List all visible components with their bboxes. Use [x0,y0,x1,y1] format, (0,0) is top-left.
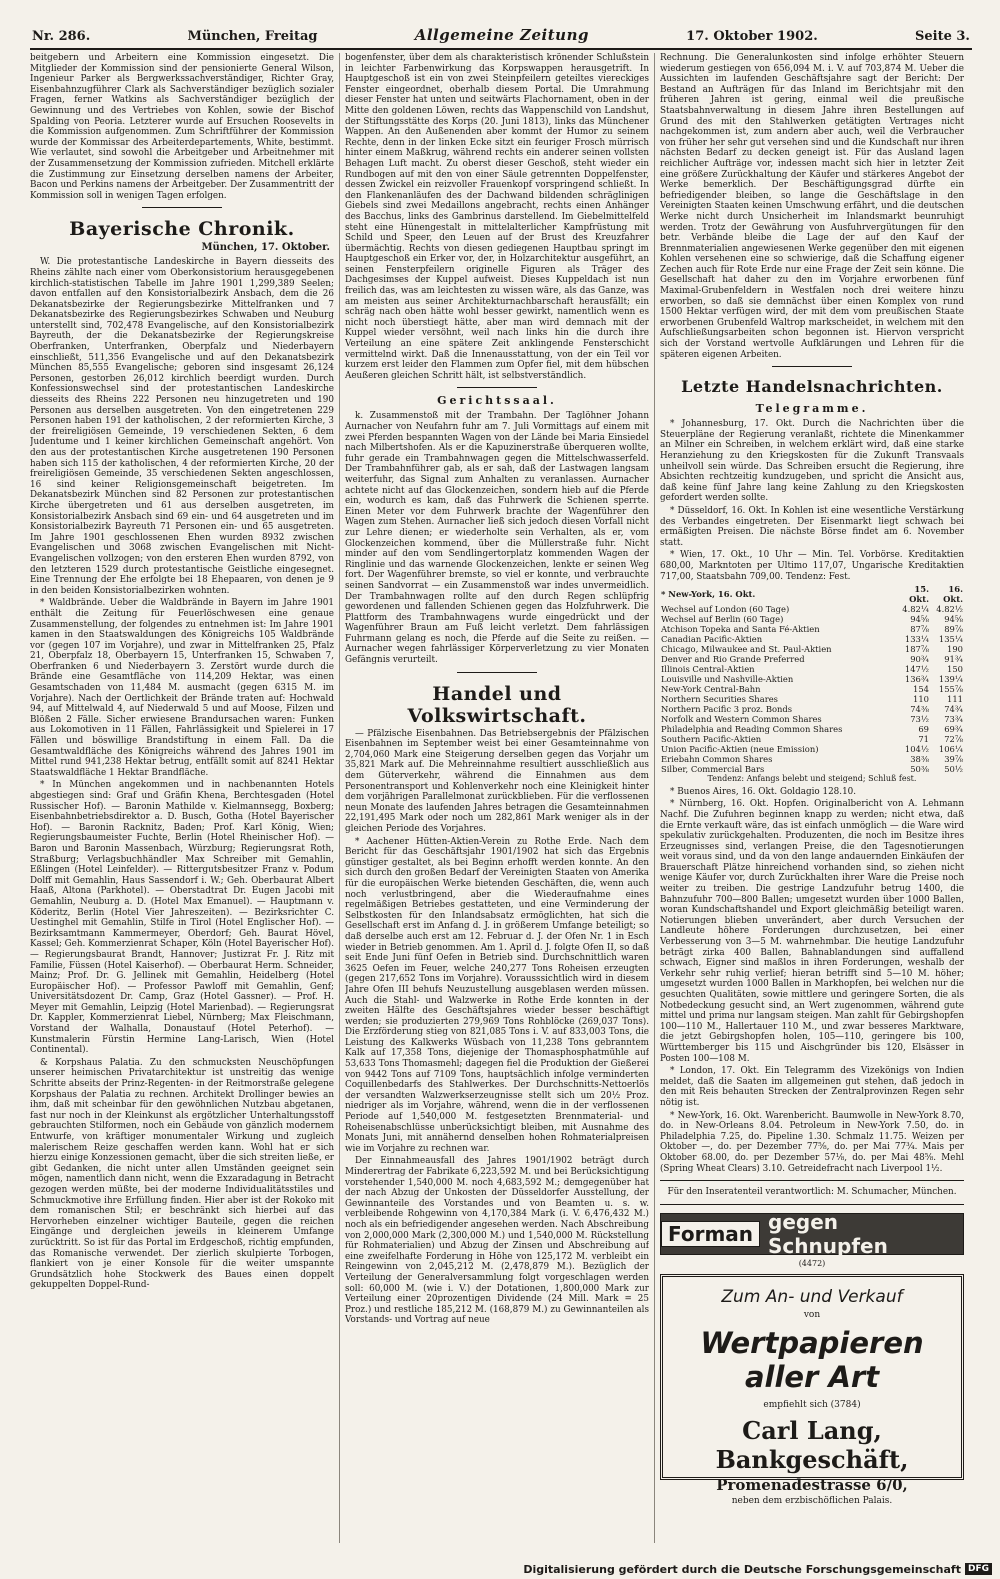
stock-row [660,704,964,714]
stock-value: 73½ [910,714,929,725]
stock-value: 133¼ [904,634,929,645]
divider [772,366,852,367]
article-korpshaus: & Korpshaus Palatia. Zu den schmucksten Neuschöpfungen unserer heimischen Privatarchitektur ist unstreitig das wenige Schritte abseits der Prinz-Regenten- in der Reitmorstraße gelegene Korpshaus der Palatia zu rechnen. Architekt Drollinger bewies an ihm, daß mit scheinbar für den gewöhnlichen Nutzbau abgetanen, fast nur noch in der Kleinkunst als ergötzlicher Unterhaltungsstoff gebrauchten Stilformen, noch ein Gebäude von gänzlich modernem Entwurfe, von kräftiger monumentaler Wirkung und zugleich malerischem Reize geschaffen werden kann. Wohl hat er sich hierzu einige Konzessionen gemacht, über die sich streiten ließe, er gibt Gedanken, die nicht unter allen Umständen geeignet sein mögen, namentlich dann nicht, wenn die Exzaradagung in Betracht gezogen werden müßte, bei der moderne Individualitätsstiles und Schmuckmotive ihre Erfüllung finden. Hier aber ist der Rokoko mit dem romanischen Stil; er beschränkt sich hierbei auf das Hervorheben einzelner wichtiger Bauteile, gegen die reichen Eingänge und dergleichen jeweils in kleinerem Umfange zurücktritt. So ist für das Portal im Erdgeschoß, richtig empfunden, das Romanische verwendet. Der zierlich skulpierte Torbogen, flankiert von je einer Konsole für die weiter umspannte Grundsätzlich hohe Stockwerk des Baues einen doppelt gekuppelten Doppel-Rund- [30,1057,334,1291]
stock-row [660,644,964,654]
column-3 [660,53,964,1543]
stock-header-date-2: 16. Okt. [943,584,963,605]
ad-line-3: Wertpapieren aller Art [700,1325,924,1394]
footer [0,1559,1000,1579]
telegram-duesseldorf: * Düsseldorf, 16. Okt. In Kohlen ist eine wesentliche Verstärkung des Verbandes eingetreten. Der Eisenmarkt liegt schwach bei ermäßigten Preisen. Die nächste Börse findet am 6. November statt. [660,505,964,548]
ad-line-7: neben dem erzbischöflichen Palais. [731,1495,893,1506]
stock-value: 39⅞ [944,754,963,765]
stock-value: 94⅝ [910,614,929,625]
stock-name: Wechsel auf Berlin (60 Tage) [661,614,784,625]
article-landeskirche: W. Die protestantische Landeskirche in Bayern diesseits des Rheins zählte nach einer vom Oberkonsistorium herausgegebenen kirchlich-statistischen Tabelle im Jahre 1901 1,299,389 Seelen; davon entfallen auf den Konsistorialbezirk Ansbach, dem die 26 Dekanatsbezirke der Regierungsbezirke Mittelfranken und 7 Dekanatsbezirke des Regierungsbezirkes Schwaben und Neuburg unterstellt sind, 702,478 Evangelische, auf den Konsistorialbezirk Bayreuth, der die Dekanatsbezirke der Regierungskreise Oberfranken, Unterfranken, Oberpfalz und Niederbayern einschließt, 511,356 Evangelische und auf den Dekanatsbezirk München 85,555 Evangelische; geboren sind insgesamt 26,124 Personen, gestorben 26,012 kirchlich beerdigt wurden. Durch Konfessionswechsel sind der protestantischen Landeskirche diesseits des Rheins 222 Personen neu hinzugetreten und 190 Personen aus derselben ausgetreten. Von den eingetretenen 229 Personen haben 191 der katholischen, 2 der reformierten Kirche, 3 der freireligiösen Gemeinde, 19 verschiedenen Sekten, 6 dem Judentume und 1 keiner kirchlichen Gemeinschaft angehört. Von den aus der protestantischen Kirche ausgetretenen 190 Personen haben sich 115 der katholischen, 4 der reformierten Kirche, 20 der freireligiösen Gemeinde, 35 verschiedenen Sekten angeschlossen, 16 sind keiner Religionsgemeinschaft beigetreten. Im Dekanatsbezirk München sind 82 Personen zur protestantischen Kirche übergetreten und 61 aus derselben ausgetreten, im Konsistorialbezirk Ansbach sind 69 ein- und 64 ausgetreten und im Konsistorialbezirk Bayreuth 71 Personen ein- und 65 ausgetreten. Im Jahre 1901 geschlossenen Ehen wurden 8932 zwischen Evangelischen und 3068 zwischen Evangelischen mit Nicht-Evangelischen vollzogen; von den ersteren Ehen wurden 8792, von den letzteren 1529 durch protestantische Geistliche eingesegnet. Eine Trennung der Ehe erfolgte bei 18 Ehepaaren, von denen je 9 in den beiden Konsistorialbezirken wohnten. [30,257,334,596]
stock-value: 50⅜ [910,764,929,775]
place-date: München, Freitag [187,29,318,44]
stock-value: 111 [947,694,963,705]
ad-line-4: empfiehlt sich (3784) [763,1399,861,1410]
issue-date: 17. Oktober 1902. [686,29,818,44]
stock-name: Northern Pacific 3 proz. Bonds [661,704,793,715]
stock-row [660,614,964,624]
ad-number: (4472) [798,1258,826,1268]
dfg-logo-icon: DFG [965,1563,992,1575]
article-korpshaus-cont: bogenfenster, über dem als charakteristisch krönender Schlußstein in leichter Farbenwirkung das Korpswappen herausgetrift. In Hauptgeschoß ist ein von zwei Steinpfeilern geteiltes viereckiges Fenster eingeordnet, oberhalb diesem Portal. Die Umrahmung dieser Fenster hat unten und seitwärts Flachornament, oben in der Mitte den goldenen Löwen, rechts das Wappenschild von Landshut, der Stiftungsstätte des Korps (20. Juni 1813), links das Münchener Wappen. An den Außenenden aber kommt der Humor zu seinem Rechte, denn in der linken Ecke sitzt ein feuriger Frosch mürrisch hinter einem Maßkrug, während rechts ein anderer seinen vollsten Behagen Luft macht. Zu oberst dieser Geschoß, steht wieder ein Rundbogen auf mit den von einer Säule getrennten Doppelfenster, dessen Zwickel ein reizvoller Frauenkopf vorspringend schließt. In den Flankenanläufen des der Dachwand bildenden schräglinigen Giebels sind zwei Medaillons angebracht, rechts einen Anhänger des Bacchus, links des Gambrinus darstellend. Im Giebelmittelfeld steht eine Hünengestalt in mittelalterlicher Kampfrüstung mit Schild und Speer, den Leuen auf der Brust des Kreuzfahrer übermächtig. Rechts von diesen gediegenen Hauptbau springt im Hauptgeschoß ein Erker vor, der, in Holzarchitektur ausgeführt, an seinen Fensterpfeilern originelle Figuren als Träger des Dachgesimses der Kuppel aufweist. Dieses Kuppeldach ist nun freilich das, was am leichtesten zu wissen wäre, als das Ganze, was am meisten aus seiner Architekturnachbarschaft herausfällt; ein schräg nach oben hätte wohl besser gewirkt, namentlich wenn es nicht noch überstiegt hätte, aber man wird demnach mit der Kuppel wieder versöhnt, weil nach links hin die durch ihre Verteilung an eine spätere Zeit anklingende Fensterschicht vermittelnd wirkt. Daß die Innenausstattung, von der ein Teil vor kurzem erst leider den Flammen zum Opfer fiel, mit dem hübschen Aeußeren gleichen Schritt hält, ist selbstverständlich. [345,53,649,381]
stock-table [660,584,964,774]
stock-row [660,764,964,774]
stock-value: 73¾ [944,714,963,725]
stock-value: 104½ [904,744,929,755]
stock-header-label: * New-York, 16. Okt. [661,589,756,600]
ad-forman-text: gegen Schnupfen [768,1209,888,1258]
divider [457,387,537,388]
stock-name: Louisville und Nashville-Aktien [661,674,794,685]
columns [30,53,972,1543]
stock-header-date-1: 15. Okt. [909,584,929,605]
divider [142,207,222,208]
section-title-bayerische-chronik: Bayerische Chronik. [69,218,295,241]
newspaper-title: Allgemeine Zeitung [414,26,589,44]
stock-name: Silber, Commercial Bars [661,764,765,775]
section-title-handelsnachrichten: Letzte Handelsnachrichten. [681,377,943,397]
stock-value: 74⅜ [910,704,929,715]
stock-row [660,694,964,704]
stock-value: 139¼ [938,674,963,685]
stock-row [660,604,964,614]
masthead [30,22,972,50]
column-2 [345,53,649,1543]
stock-value: 71 [918,734,929,745]
stock-row [660,654,964,664]
section-title-handel: Handel und Volkswirtschaft. [407,682,587,727]
stock-value: 69¾ [944,724,963,735]
article-aachener-huetten: * Aachener Hütten-Aktien-Verein zu Rothe Erde. Nach dem Bericht für das Geschäftsjahr 1901/1902 hat sich das Ergebnis günstiger gestaltet, als bei Beginn erhofft werden konnte. An den sich durch den großen Bedarf der Vereinigten Staaten von Amerika für die europäischen Werke bietenden Geschäften, die, wenn auch noch verlustbringend, aber die Wiederaufnahme eines regelmäßigen Betriebes gestatteten, und eine Verminderung der Selbstkosten für den Inlandsabsatz ermöglichten, hat sich die Gesellschaft erst im Anfang d. J. in größerem Umfange beteiligt; so daß derselbe auch erst am 12. Februar d. J. der Ofen Nr. 1 in Esch wieder in Betrieb genommen. Am 1. April d. J. folgte Ofen II, so daß seit Ende Juni fünf Oefen in Betrieb sind. Durchschnittlich waren 3625 Oefen im Feuer, welche 240,277 Tons Roheisen erzeugten (gegen 217,652 Tons im Vorjahre). Vorausssichtlich wird in diesem Jahre Ofen III behufs Neuzustellung ausgeblasen werden müssen. Auch die Stahl- und Walzwerke in Rothe Erde konnten in der zweiten Hälfte des Geschäftsjahres wieder besser beschäftigt werden; sie produzierten 279,969 Tons Rohblöcke (269,037 Tons). Die Erzförderung stieg von 821,085 Tons i. V. auf 833,003 Tons, die Leistung des Kalkwerks Wüsbach von 11,238 Tons gebranntem Kalk auf 17,358 Tons, diejenige der Thomasphosphatmühle auf 53,633 Tons Thomasmehl; dagegen fiel die Produktion der Gießerei von 9442 Tons auf 7109 Tons, hauptsächlich infolge verminderten Coquillenbedarfs des Stahlwerkes. Der Durchschnitts-Nettoerlös der versandten Walzwerkserzeugnisse stellt sich um 20½ Proz. niedriger als im Vorjahre, während, wenn die in der verflossenen Periode auf 1,540,000 M. festgesetzten Brennmaterial- und Roheisenabschlüsse unberücksichtigt bleiben, mit Ausnahme des Monats Juni, mit annähernd denselben hohen Rohmaterialpreisen wie im Vorjahre zu rechnen war. [345,836,649,1154]
stock-name: Northern Securities Shares [661,694,778,705]
imprint: Für den Inseratenteil verantwortlich: M. Schumacher, München. [667,1187,957,1198]
article-einnahmeausfall: Der Einnahmeausfall des Jahres 1901/1902 beträgt durch Minderertrag der Fabrikate 6,223,592 M. und bei Berücksichtigung vorstehender 1,540,000 M. noch 4,683,592 M.; demgegenüber hat der nach Abzug der Unkosten der Düsseldorfer Ausstellung, der Gewinnanteile des Vorstandes und von Beamten u. s. w. verbleibende Rohgewinn von 4,170,384 Mark (i. V. 6,476,432 M.) noch als ein befriedigender angesehen werden. Nach Abschreibung von 2,000,000 Mark (2,300,000 M.) und 1,540,000 M. Rückstellung für Rohmaterialien) und Abzug der Zinsen und Abschreibung auf eine zweifelhafte Forderung in Höhe von 125,172 M. verbleibt ein Reingewinn von 2,045,212 M. (2,478,879 M.). Bezüglich der Verteilung der Generalversammlung folgt vorgeschlagen werden soll: 60,000 M. (wie i. V.) der Dotationen, 1,800,000 Mark zur Verteilung einer 20prozentigen Dividende (24 Mill. Mark = 25 Proz.) und restliche 185,212 M. (168,879 M.) zu Gewinnanteilen als Vorstands- und Vortrag auf neue [345,1156,649,1326]
stock-row [660,754,964,764]
divider [457,672,537,673]
stock-value: 136¾ [904,674,929,685]
article-trambahn: k. Zusammenstoß mit der Trambahn. Der Taglöhner Johann Aurnacher von Neufahrn fuhr am 7. Juli Vormittags auf einem mit zwei Pferden bespannten Wagen von der Lände bei Maria Einsiedel nach Milbertshofen. Als er die Kapuzinerstraße überqueren wollte, fuhr gerade ein Trambahnwagen gegen die Mittelschwasserfeld. Der Trambahnführer gab, als er sah, daß der Lastwagen langsam weiterfuhr, das Signal zum Anhalten zu veranlassen. Aurnacher achtete nicht auf das Glockenzeichen, sondern hieb auf die Pferde ein, wodurch es kam, daß das Fuhrwerk die Schienen sperrte. Einen Meter vor dem Fuhrwerk brachte der Wagenführer den Wagen zum Stehen. Aurnacher ließ sich jedoch diesen Vorfall nicht zur Lehre dienen; er wiederholte sein Verhalten, als er, vom Glockenzeichen kommend, über die Müllerstraße fuhr. Nicht minder auf den vom Sendlingertorplatz kommenden Wagen der Ringlinie und das warnende Glockenzeichen, lenkte er seinen Weg fort. Der Wagenführer bremste, so viel er konnte, und verbrauchte seinen Sandvorrat — ein Zusammenstoß war indes unvermeidlich. Der Trambahnwagen rollte auf den durch Regen schlüpfrig gewordenen und fallenden Schienen gegen das Holzfuhrwerk. Die Plattform des Trambahnwagens wurde eingedrückt und der Wagenführer Braun am Fuß leicht verletzt. Dem fahrlässigen Fuhrmann gelang es noch, die Pferde auf die Seite zu reißen. — Aurnacher wegen fahrlässiger Körperverletzung zu vier Monaten Gefängnis verurteilt. [345,411,649,666]
stock-row [660,714,964,724]
stock-value: 74¾ [944,704,963,715]
stock-value: 190 [947,644,963,655]
telegram-nuernberg: * Nürnberg, 16. Okt. Hopfen. Originalbericht von A. Lehmann Nachf. Die Zufuhren beginnen knapp zu werden; nicht etwa, daß die Ernte verkauft wäre, das ist einfach unmöglich — die Ware wird spekulativ zurückgehalten. Produzenten, die noch im Besitze ihres Erzeugnisses sind, verlangen Preise, die den Tagesnotierungen weit voraus sind, und da von den lange andauernden Einkäufen der Brauerschaft Plätze hinreichend vorhanden sind, so ziehen nicht wenige Käufer vor, durch Zurückhalten ihrer Ware die Preise noch weiter zu treiben. Die gestrige Landzufuhr betrug 1400, die Bahnzufuhr 700—800 Ballen; umgesetzt wurden über 1000 Ballen, woran Kundschaftshandel und Export gleichmäßig beteiligt waren. Notierungen blieben unverändert, aber durch Versuchen der Landleute höhere Forderungen durchzusetzen, bei einer Verbesserung von 3—5 M. wahrnehmbar. Die heutige Landzufuhr beträgt zirka 400 Ballen, Bahnablandungen sind auffallend schwach, Eigner sind maßlos in ihren Forderungen, weshalb der Verkehr sehr ruhig verlief; hieran betrifft sind 5—10 M. höher; umgesetzt wurden 1000 Ballen in Markhopfen, bei welchen nur die gesuchten Qualitäten, sowie mittlere und geringere Sorten, die als Notbedeckung gesucht sind, an Wert zugenommen, während gute mittel und prima nur langsam steigen. Man zahlt für Gebirgshopfen 100—110 M., Hallertauer 110 M., und zwar besseres Marktware, die jetzt Gebirgshopfen holen, 105—110, geringere bis 100, Württemberger bis 115 und Aischgründer bis 120, Elsässer in Posten 100—108 M. [660,799,964,1064]
stock-name: New-York Central-Bahn [661,684,761,695]
stock-value: 94⅝ [944,614,963,625]
stock-row [660,664,964,674]
divider [660,1204,964,1205]
stock-name: Union Pacific-Aktien (neue Emission) [661,744,819,755]
stock-value: 91¾ [944,654,963,665]
stock-value: 187⅞ [904,644,929,655]
article-waldbraende: * Waldbrände. Ueber die Waldbrände in Bayern im Jahre 1901 enthält die Zeitung für Feuerlöschwesen eine genaue Zusammenstellung, der folgendes zu entnehmen ist: Im Jahre 1901 kamen in den Staatswaldungen des Königreichs 105 Waldbrände vor (gegen 107 im Vorjahre), und zwar in Mittelfranken 25, Pfalz 21, Oberpfalz 18, Oberbayern 15, Unterfranken 15, Schwaben 7, Oberfranken 6 und Niederbayern 3. Zerstört wurde durch die Brände eine Gesamtfläche von 114,209 Hektar, was einen Gesamtschaden von 11,484 M. ausmacht (gegen 6315 M. im Vorjahre). Nach der Oertlichkeit der Brände traten auf: Hochwald 94, auf Mittelwald 4, auf Niederwald 5 und auf Moose, Filzen und Blößen 2 Fälle. Sicher erwiesene Brandursachen waren: Funken aus Lokomotiven in 11 Fällen, Fahrlässigkeit und Spielerei in 17 Fällen und böswillige Brandstiftung in einem Fall. Da die Gesamtwaldfläche des Königreichs während des Jahres 1901 im Mittel rund 941,238 Hektar betrug, entfällt somit auf 8241 Hektar Staatswaldfläche 1 Hektar Brandfläche. [30,598,334,778]
stock-name: Eriebahn Common Shares [661,754,773,765]
dateline: München, 17. Oktober. [201,242,330,254]
telegram-buenos-aires: * Buenos Aires, 16. Okt. Goldagio 128.10. [670,786,857,797]
stock-value: 106¼ [938,744,963,755]
page-number: Seite 3. [914,29,970,44]
issue-number: Nr. 286. [32,29,91,44]
ad-line-2: von [803,1309,821,1320]
stock-name: Atchison Topeka and Santa Fé-Aktien [661,624,820,635]
stock-value: 4.82½ [936,604,963,615]
stock-name: Philadelphia and Reading Common Shares [661,724,843,735]
stock-name: Chicago, Milwaukee and St. Paul-Aktien [661,644,832,655]
stock-value: 110 [913,694,929,705]
stock-name: Southern Pacific-Aktien [661,734,762,745]
stock-row [660,734,964,744]
telegram-johannesburg: * Johannesburg, 17. Okt. Durch die Nachrichten über die Steuerpläne der Regierung veranlaßt, richtete die Minenkammer an Milner ein Schreiben, in welchem erklärt wird, daß eine starke Heranziehung zu den Kriegskosten für die Zukunft Transvaals unheilvoll sein würde. Das Schreiben ersucht die Regierung, ihre Absichten rechtzeitig kundzugeben, und spricht die Ansicht aus, daß keine fünf Jahre lang keine Zahlung zu den Kriegskosten gefordert werden sollte. [660,419,964,504]
stock-value: 38⅜ [910,754,929,765]
section-subtitle-telegramme: Telegramme. [755,402,869,416]
ad-line-6: Promenadestrasse 6/0, [716,1475,908,1494]
article-commission: beitgebern und Arbeitern eine Kommission eingesetzt. Die Mitglieder der Kommission sind der pensionierte General Wilson, Ingenieur Parker als Bergwerkssachverständiger, Richter Gray, Eisenbahnzugführer Clark als Sachverständiger bezüglich sozialer Fragen, ferner Watkins als Sachverständiger bezüglich der Gewinnung und des Vertriebes von Kohlen, sowie der Bischof Spalding von Peoria. Letzterer wurde auf Ersuchen Roosevelts in die Kommission aufgenommen. Zum Schriftführer der Kommission wurde der Kommissar des Arbeiterdepartements, White, bestimmt. Wie verlautet, sind sowohl die Arbeitgeber und Arbeitnehmer mit der Zusammensetzung der Kommission zufrieden. Mitchell erklärte die Zustimmung zur Einsetzung derselben namens der Arbeiter, Bacon und Perkins namens der Arbeitgeber. Der Zusammentritt der Kommission soll in wenigen Tagen erfolgen. [30,53,334,201]
stock-value: 147½ [904,664,929,675]
stock-row [660,684,964,694]
stock-value: 135¼ [938,634,963,645]
stock-name: Illinois Central-Aktien [661,664,755,675]
stock-row [660,674,964,684]
column-1 [30,53,334,1543]
newspaper-page [30,22,972,1543]
stock-name: Norfolk and Western Common Shares [661,714,822,725]
stock-value: 69 [918,724,929,735]
advertisement-carl-lang [660,1274,964,1506]
advertisement-forman [660,1209,964,1258]
article-rechnung: Rechnung. Die Generalunkosten sind infolge erhöhter Steuern wiederum gestiegen von 656,094 M. i. V. auf 703,874 M. Ueber die Aussichten im laufenden Geschäftsjahre sagt der Bericht: Der Bestand an Aufträgen für das Inland im Berichtsjahr mit den früheren Jahren ist gering, einmal weil die preußische Staatsbahnverwaltung in diesem Jahre ihren Bestellungen auf Grund des mit den Stahlwerken getätigten Vertrages nicht nachgekommen ist, zum andern aber auch, weil die Verbraucher von früher her sehr gut versehen sind und die Kundschaft nur ihren nächsten Bedarf zu decken geneigt ist. Für das Ausland lagen reichlicher Aufträge vor, indessen macht sich hier in letzter Zeit eine größere Zurückhaltung der Käufer und stärkeres Angebot der Werke bemerklich. Der Beschäftigungsgrad dürfte ein befriedigender bleiben, so lange die Geschäftslage in den Vereinigten Staaten keinen Umschwung erfährt, und die deutschen Werke nicht durch Unsicherheit im Inlandsmarkt beunruhigt werden. Trotz der Gewährung von Ausfuhrvergütungen für den betr. Verbände bleibe die Lage der auf den Kauf der Brennmaterialien angewiesenen Werke gegenüber den mit eigenen Kohlen versehenen eine so schwierige, daß die Schaffung eigener Zechen auch für Rote Erde nur eine Frage der Zeit sein könne. Die Gesellschaft hat daher zu den im Vorjahre erworbenen fünf Maximal-Grubenfeldern in Westfalen noch drei weitere hinzu erworben, so daß sie demnächst über einen Komplex von rund 1500 Hektar verfügen wird, der mit dem vom preußischen Staate erworbenen Grubenfeld Waltrop markscheidet, in welchem mit den Aufschließungsarbeiten schon begonnen ist. Hiervon verspricht sich der Vorstand wertvolle Aufklärungen und Lehren für die späteren eigenen Arbeiten. [660,53,964,360]
stock-value: 50½ [944,764,963,775]
stock-value: 150 [947,664,963,675]
article-angekommen: * In München angekommen und in nachbenannten Hotels abgestiegen sind: Graf und Gräfin Khena, Berchtesgaden (Hotel Russischer Hof). — Baronin Mathilde v. Kielmannsegg, Boxberg; Eisenbahnbetriebsdirektor a. D. Busch, Gotha (Hotel Bayerischer Hof). — Baronin Racknitz, Baden; Prof. Karl König, Wien; Regierungsbaumeister Fuchte, Berlin (Hotel Rheinischer Hof). — Baron und Baronin Massenbach, Würzburg; Regierungsrat Roth, Straßburg; Verlagsbuchhändler Max Schreiber mit Gemahlin, Eßlingen (Hotel Leinfelder). — Rittergutsbesitzer Franz v. Podum Dolff mit Gemahlin, Haus Sassendorf i. W.; Geh. Oberbaurat Albert Haaß, Altona (Parkhotel). — Oberstadtrat Dr. Eugen Jacobi mit Gemahlin, Neuburg a. D. (Hotel Max Emanuel). — Hauptmann v. Köderitz, Berlin (Hotel Vier Jahreszeiten). — Bezirksrichter C. Uestinghel mit Gemahlin, Stilfe in Tirol (Hotel Englischer Hof). — Bezirksamtmann Kammermeyer, Oberdorf; Geh. Baurat Hövel, Kassel; Geh. Kommerzienrat Schaper, Köln (Hotel Bayerischer Hof). — Regierungsbaurat Brandt, Hannover; Justizrat Fr. J. Ritz mit Familie, Füssen (Hotel Kaiserhof). — Oberbaurat Herm. Schneider, Mainz; Prof. Dr. G. Jellinek mit Gemahlin, Heidelberg (Hotel Europäischer Hof). — Professor Pawloff mit Gemahlin, Genf; Universitätsdozent Dr. Camp, Graz (Hotel Gassner). — Prof. H. Meyer mit Gemahlin, Leipzig (Hotel Marienbad). — Regierungsrat Dr. Kappler, Kommerzienrat Liebel, Nürnberg; Max Fleischmann, Vorstand der Walhalla, Donaustauf (Hotel Peterhof). — Kunstmalerin Fürstin Hermine Lang-Larisch, Wien (Hotel Continental). [30,780,334,1056]
stock-value: 87⅞ [910,624,929,635]
telegram-wien: * Wien, 17. Okt., 10 Uhr — Min. Tel. Vorbörse. Kreditaktien 680,00, Markntoten per Ultimo 117,07, Ungarische Kreditaktien 717,00, Staatsbahn 709,00. Tendenz: Fest. [660,550,964,582]
footer-credit: Digitalisierung gefördert durch die Deutsche Forschungsgemeinschaft [523,1562,961,1576]
stock-value: 72⅞ [944,734,963,745]
stock-table-header [660,584,964,604]
article-pfaelzische-eisenbahnen: — Pfälzische Eisenbahnen. Das Betriebsergebnis der Pfälzischen Eisenbahnen im September weist bei einer Gesamteinnahme von 2,704,060 Mark eine Steigerung derselben gegen das Vorjahr um 35,821 Mark auf. Die Mehreinnahme resultiert ausschließlich aus dem Güterverkehr, während die Einnahmen aus dem Personentransport und Kohlenverkehr noch eine Kleinigkeit hinter dem vorjährigen Parallelmonat zurückblieben. Für die verflossenen neun Monate des laufenden Jahres betragen die Gesamteinnahmen 22,191,495 Mark oder noch um 282,861 Mark weniger als in der gleichen Periode des Vorjahres. [345,728,649,834]
stock-row [660,624,964,634]
stock-row [660,634,964,644]
stock-row [660,724,964,734]
stock-value: 90¾ [910,654,929,665]
ad-forman-brand: Forman [661,1221,760,1247]
stock-value: 155⅞ [938,684,963,695]
ad-line-1: Zum An- und Verkauf [721,1286,903,1307]
telegram-london: * London, 17. Okt. Ein Telegramm des Vizekönigs von Indien meldet, daß die Saaten im allgemeinen gut stehen, daß jedoch in den mit Reis behauten Strecken der Zentralprovinzen Regen sehr nötig ist. [660,1066,964,1108]
ad-line-5: Carl Lang, Bankgeschäft, [715,1415,909,1474]
section-title-gerichtssaal: Gerichtssaal. [437,394,557,408]
stock-value: 154 [913,684,929,695]
stock-value: 4.82¼ [902,604,929,615]
stock-value: 89⅞ [944,624,963,635]
stock-tendency: Tendenz: Anfangs belebt und steigend; Schluß fest. [707,774,917,784]
stock-row [660,744,964,754]
stock-name: Denver and Rio Grande Preferred [661,654,805,665]
stock-name: Canadian Pacific-Aktien [661,634,763,645]
stock-name: Wechsel auf London (60 Tage) [661,604,790,615]
divider [660,1180,964,1181]
telegram-newyork-waren: * New-York, 16. Okt. Warenbericht. Baumwolle in New-York 8.70, do. in New-Orleans 8.04. Petroleum in New-York 7.50, do. in Philadelphia 7.25, do. Pipeline 1.30. Schmalz 11.75. Weizen per Oktober —, do. per Dezember 77⅝, do. per Mai 77¾. Mais per Oktober 68.00, do. per Dezember 57⅛, do. per Mai 48⅝. Mehl (Spring Wheat Clears) 3.10. Getreidefracht nach Liverpool 1½. [660,1110,964,1174]
